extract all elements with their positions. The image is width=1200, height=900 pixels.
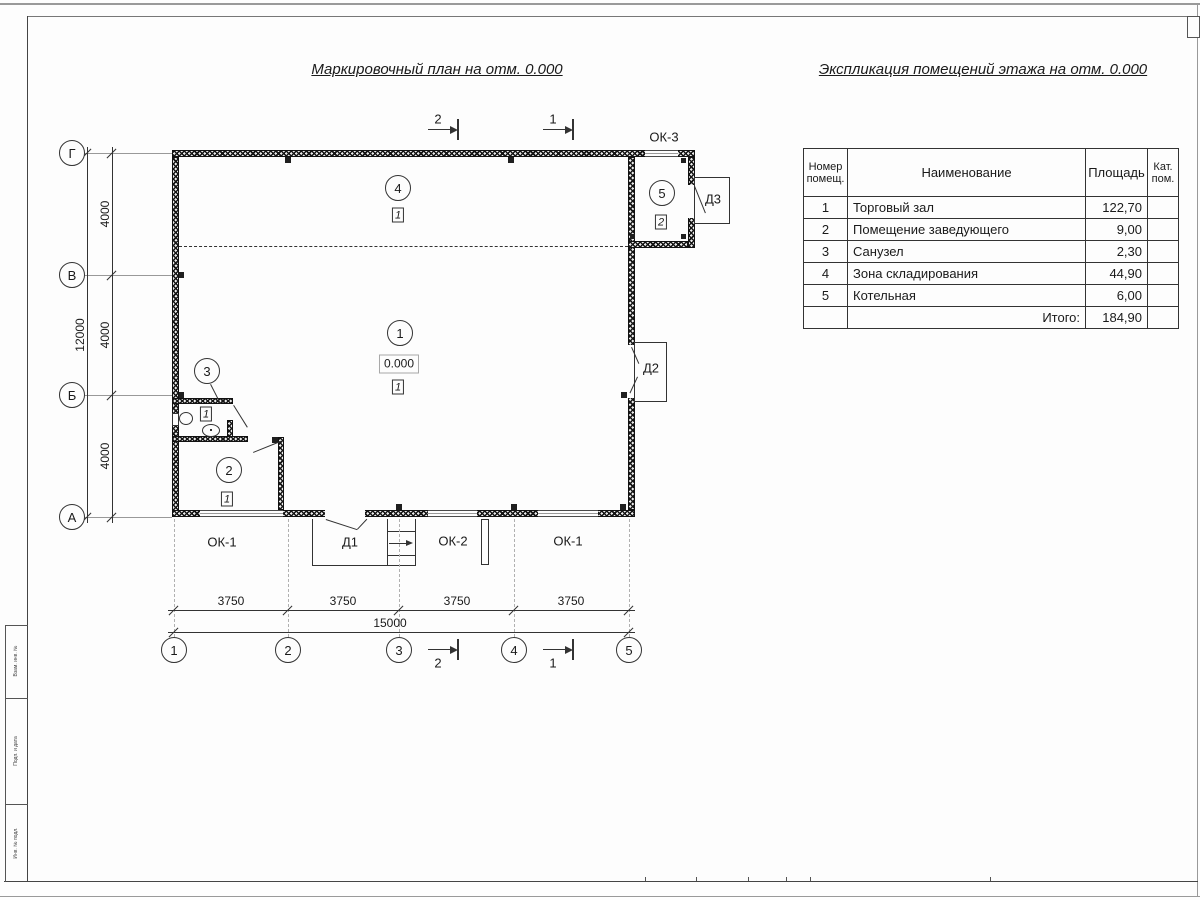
- explication-table: [803, 148, 1179, 329]
- room-name: Зона складирования: [848, 263, 1086, 285]
- dim-text: 3750: [217, 594, 245, 608]
- col-header-name: Наименование: [848, 149, 1086, 197]
- room-name: Торговый зал: [848, 197, 1086, 219]
- step-tread: [388, 555, 415, 556]
- margin-divider: [5, 804, 28, 805]
- axis-line-b: [85, 395, 172, 396]
- axis-label: Б: [67, 387, 77, 403]
- cat-value: 1: [223, 493, 231, 505]
- axis-label: 2: [284, 642, 292, 658]
- toilet-bowl: [179, 412, 193, 425]
- door-leaf-room2: [253, 441, 281, 453]
- porch-d1-divider: [387, 519, 388, 566]
- room-number: 4: [394, 180, 402, 196]
- toilet-tank: [172, 413, 179, 426]
- room-area: 6,00: [1086, 285, 1148, 307]
- window-label-ok1-right: ОК-1: [553, 533, 583, 549]
- pilaster: [396, 504, 402, 510]
- pilaster: [630, 234, 635, 239]
- door-leaf-room3: [233, 405, 248, 428]
- pilaster: [681, 158, 686, 163]
- axis-label: 1: [170, 642, 178, 658]
- axis-label: 4: [510, 642, 518, 658]
- margin-divider: [5, 698, 28, 699]
- section-bar: [457, 119, 459, 140]
- axis-label: Г: [68, 145, 76, 161]
- pilaster: [511, 504, 517, 510]
- pilaster: [179, 392, 184, 398]
- axis-bubble-5: [616, 637, 642, 663]
- col-header-number: Номер помещ.: [804, 149, 848, 197]
- cat-value: 1: [394, 209, 402, 221]
- room-area: 2,30: [1086, 241, 1148, 263]
- room-area: 9,00: [1086, 219, 1148, 241]
- margin-column-line: [5, 625, 6, 882]
- dim-line-v2: [87, 147, 88, 523]
- axis-line-2: [288, 519, 289, 637]
- margin-label: Инв. № подл.: [13, 827, 19, 859]
- axis-bubble-3: [386, 637, 412, 663]
- room-bubble-4: [385, 175, 411, 201]
- wall-right: [628, 157, 635, 510]
- room-number: 1: [804, 197, 848, 219]
- window-ok1-right: [538, 510, 598, 517]
- empty-cell: [804, 307, 848, 329]
- axis-bubble-a: [59, 504, 85, 530]
- pilaster: [179, 272, 184, 278]
- dim-line-h2: [168, 632, 635, 633]
- table-row: [804, 263, 1179, 285]
- dim-line-h1: [168, 610, 635, 611]
- zone-boundary-dashed: [179, 246, 628, 247]
- wall-top: [172, 150, 695, 157]
- dim-line-v1: [112, 147, 113, 523]
- axis-label: 3: [395, 642, 403, 658]
- door-opening-d1: [325, 510, 365, 517]
- table-total-row: [804, 307, 1179, 329]
- section-mark-label: 1: [549, 111, 557, 127]
- room-cat-2: [221, 492, 233, 507]
- axis-line-v: [85, 275, 172, 276]
- sheet-bottom-edge: [0, 896, 1200, 897]
- pilaster: [508, 157, 514, 163]
- pilaster: [620, 504, 626, 510]
- titleblock-tick: [990, 877, 991, 881]
- wall-room3-top: [172, 398, 233, 404]
- sheet-right-edge: [1197, 3, 1198, 897]
- room-area: 122,70: [1086, 197, 1148, 219]
- window-ok3: [645, 150, 678, 157]
- room-number: 5: [658, 185, 666, 201]
- dim-text: 4000: [98, 321, 112, 349]
- explication-title: Экспликация помещений этажа на отм. 0.000: [818, 61, 1148, 78]
- room-name: Котельная: [848, 285, 1086, 307]
- room-cat-1: [392, 380, 404, 395]
- titleblock-tick: [786, 877, 787, 881]
- axis-bubble-v: [59, 262, 85, 288]
- room-number: 2: [225, 462, 233, 478]
- room-name: Санузел: [848, 241, 1086, 263]
- plan-title: Маркировочный план на отм. 0.000: [311, 61, 563, 78]
- table-row: [804, 219, 1179, 241]
- room-number: 2: [804, 219, 848, 241]
- frame-left: [27, 16, 28, 882]
- margin-label: Подп. и дата: [13, 736, 19, 766]
- room-cat-5: [655, 215, 667, 230]
- room-cat: [1148, 285, 1179, 307]
- axis-bubble-4: [501, 637, 527, 663]
- axis-bubble-1: [161, 637, 187, 663]
- total-area: 184,90: [1086, 307, 1148, 329]
- window-label-ok3: ОК-3: [649, 129, 679, 145]
- cat-value: 2: [657, 216, 665, 228]
- window-ok2: [428, 510, 477, 517]
- room-bubble-3: [194, 358, 220, 384]
- section-mark-label: 2: [434, 655, 442, 671]
- pilaster: [681, 234, 686, 239]
- step-tread: [388, 531, 415, 532]
- window-label-ok2: ОК-2: [438, 533, 468, 549]
- wall-left: [172, 157, 179, 517]
- table-row: [804, 285, 1179, 307]
- table-row: [804, 241, 1179, 263]
- col-header-area: Площадь: [1086, 149, 1148, 197]
- dim-text-total: 12000: [73, 318, 87, 352]
- pier: [481, 519, 489, 565]
- section-mark-line: [543, 649, 565, 650]
- room-number: 3: [804, 241, 848, 263]
- room-bubble-1: [387, 320, 413, 346]
- frame-corner-box: [1187, 16, 1200, 38]
- sheet-top-edge: [0, 3, 1200, 5]
- axis-label: А: [67, 509, 77, 525]
- dim-text: 3750: [557, 594, 585, 608]
- axis-line-g: [85, 153, 172, 154]
- stairs-arrow-head: [406, 540, 413, 546]
- axis-line-4: [514, 519, 515, 637]
- door-label-d1: Д1: [341, 534, 359, 550]
- window-ok1-left: [200, 510, 283, 517]
- room-name: Помещение заведующего: [848, 219, 1086, 241]
- col-header-cat: Кат. пом.: [1148, 149, 1179, 197]
- room-bubble-2: [216, 457, 242, 483]
- door-label-d2: Д2: [642, 360, 660, 376]
- room-cat: [1148, 263, 1179, 285]
- frame-top: [27, 16, 1198, 17]
- room-number: 1: [396, 325, 404, 341]
- section-mark-line: [428, 649, 450, 650]
- margin-divider: [5, 625, 28, 626]
- total-label: Итого:: [848, 307, 1086, 329]
- pilaster: [621, 392, 627, 398]
- room-bubble-5: [649, 180, 675, 206]
- pilaster: [285, 157, 291, 163]
- room-cat-3: [200, 407, 212, 422]
- section-mark-label: 2: [434, 111, 442, 127]
- wall-room2-right: [278, 437, 284, 510]
- wall-room5-bottom: [628, 241, 688, 248]
- window-label-ok1-left: ОК-1: [207, 534, 237, 550]
- titleblock-tick: [810, 877, 811, 881]
- dim-text: 4000: [98, 200, 112, 228]
- axis-line-1: [174, 519, 175, 637]
- room-area: 44,90: [1086, 263, 1148, 285]
- door-label-d3: Д3: [704, 191, 722, 207]
- cat-value: 1: [202, 408, 210, 420]
- cat-value: 1: [394, 381, 402, 393]
- table-row: [804, 197, 1179, 219]
- section-mark-line: [428, 129, 450, 130]
- room-number: 4: [804, 263, 848, 285]
- axis-line-5: [629, 519, 630, 637]
- room-number: 3: [203, 363, 211, 379]
- section-mark-line: [543, 129, 565, 130]
- room-cat: [1148, 219, 1179, 241]
- margin-label: Взам. инв. №: [13, 645, 19, 677]
- axis-line-a: [85, 517, 172, 518]
- wall-room3-stub: [227, 420, 233, 437]
- room-cat: [1148, 197, 1179, 219]
- dim-text: 4000: [98, 442, 112, 470]
- section-bar: [572, 639, 574, 660]
- axis-label: 5: [625, 642, 633, 658]
- section-bar: [572, 119, 574, 140]
- elevation-mark: 0.000: [379, 355, 419, 374]
- axis-bubble-2: [275, 637, 301, 663]
- titleblock-tick: [645, 877, 646, 881]
- axis-label: В: [67, 267, 77, 283]
- dim-text-total: 15000: [373, 616, 407, 630]
- room-cat-4: [392, 208, 404, 223]
- dim-text: 3750: [329, 594, 357, 608]
- room-number: 5: [804, 285, 848, 307]
- section-mark-label: 1: [549, 655, 557, 671]
- axis-bubble-b: [59, 382, 85, 408]
- empty-cell: [1148, 307, 1179, 329]
- room-cat: [1148, 241, 1179, 263]
- section-bar: [457, 639, 459, 660]
- axis-bubble-g: [59, 140, 85, 166]
- titleblock-tick: [748, 877, 749, 881]
- titleblock-tick: [696, 877, 697, 881]
- sink-drain: [210, 429, 212, 431]
- frame-bottom: [4, 881, 1198, 882]
- dim-text: 3750: [443, 594, 471, 608]
